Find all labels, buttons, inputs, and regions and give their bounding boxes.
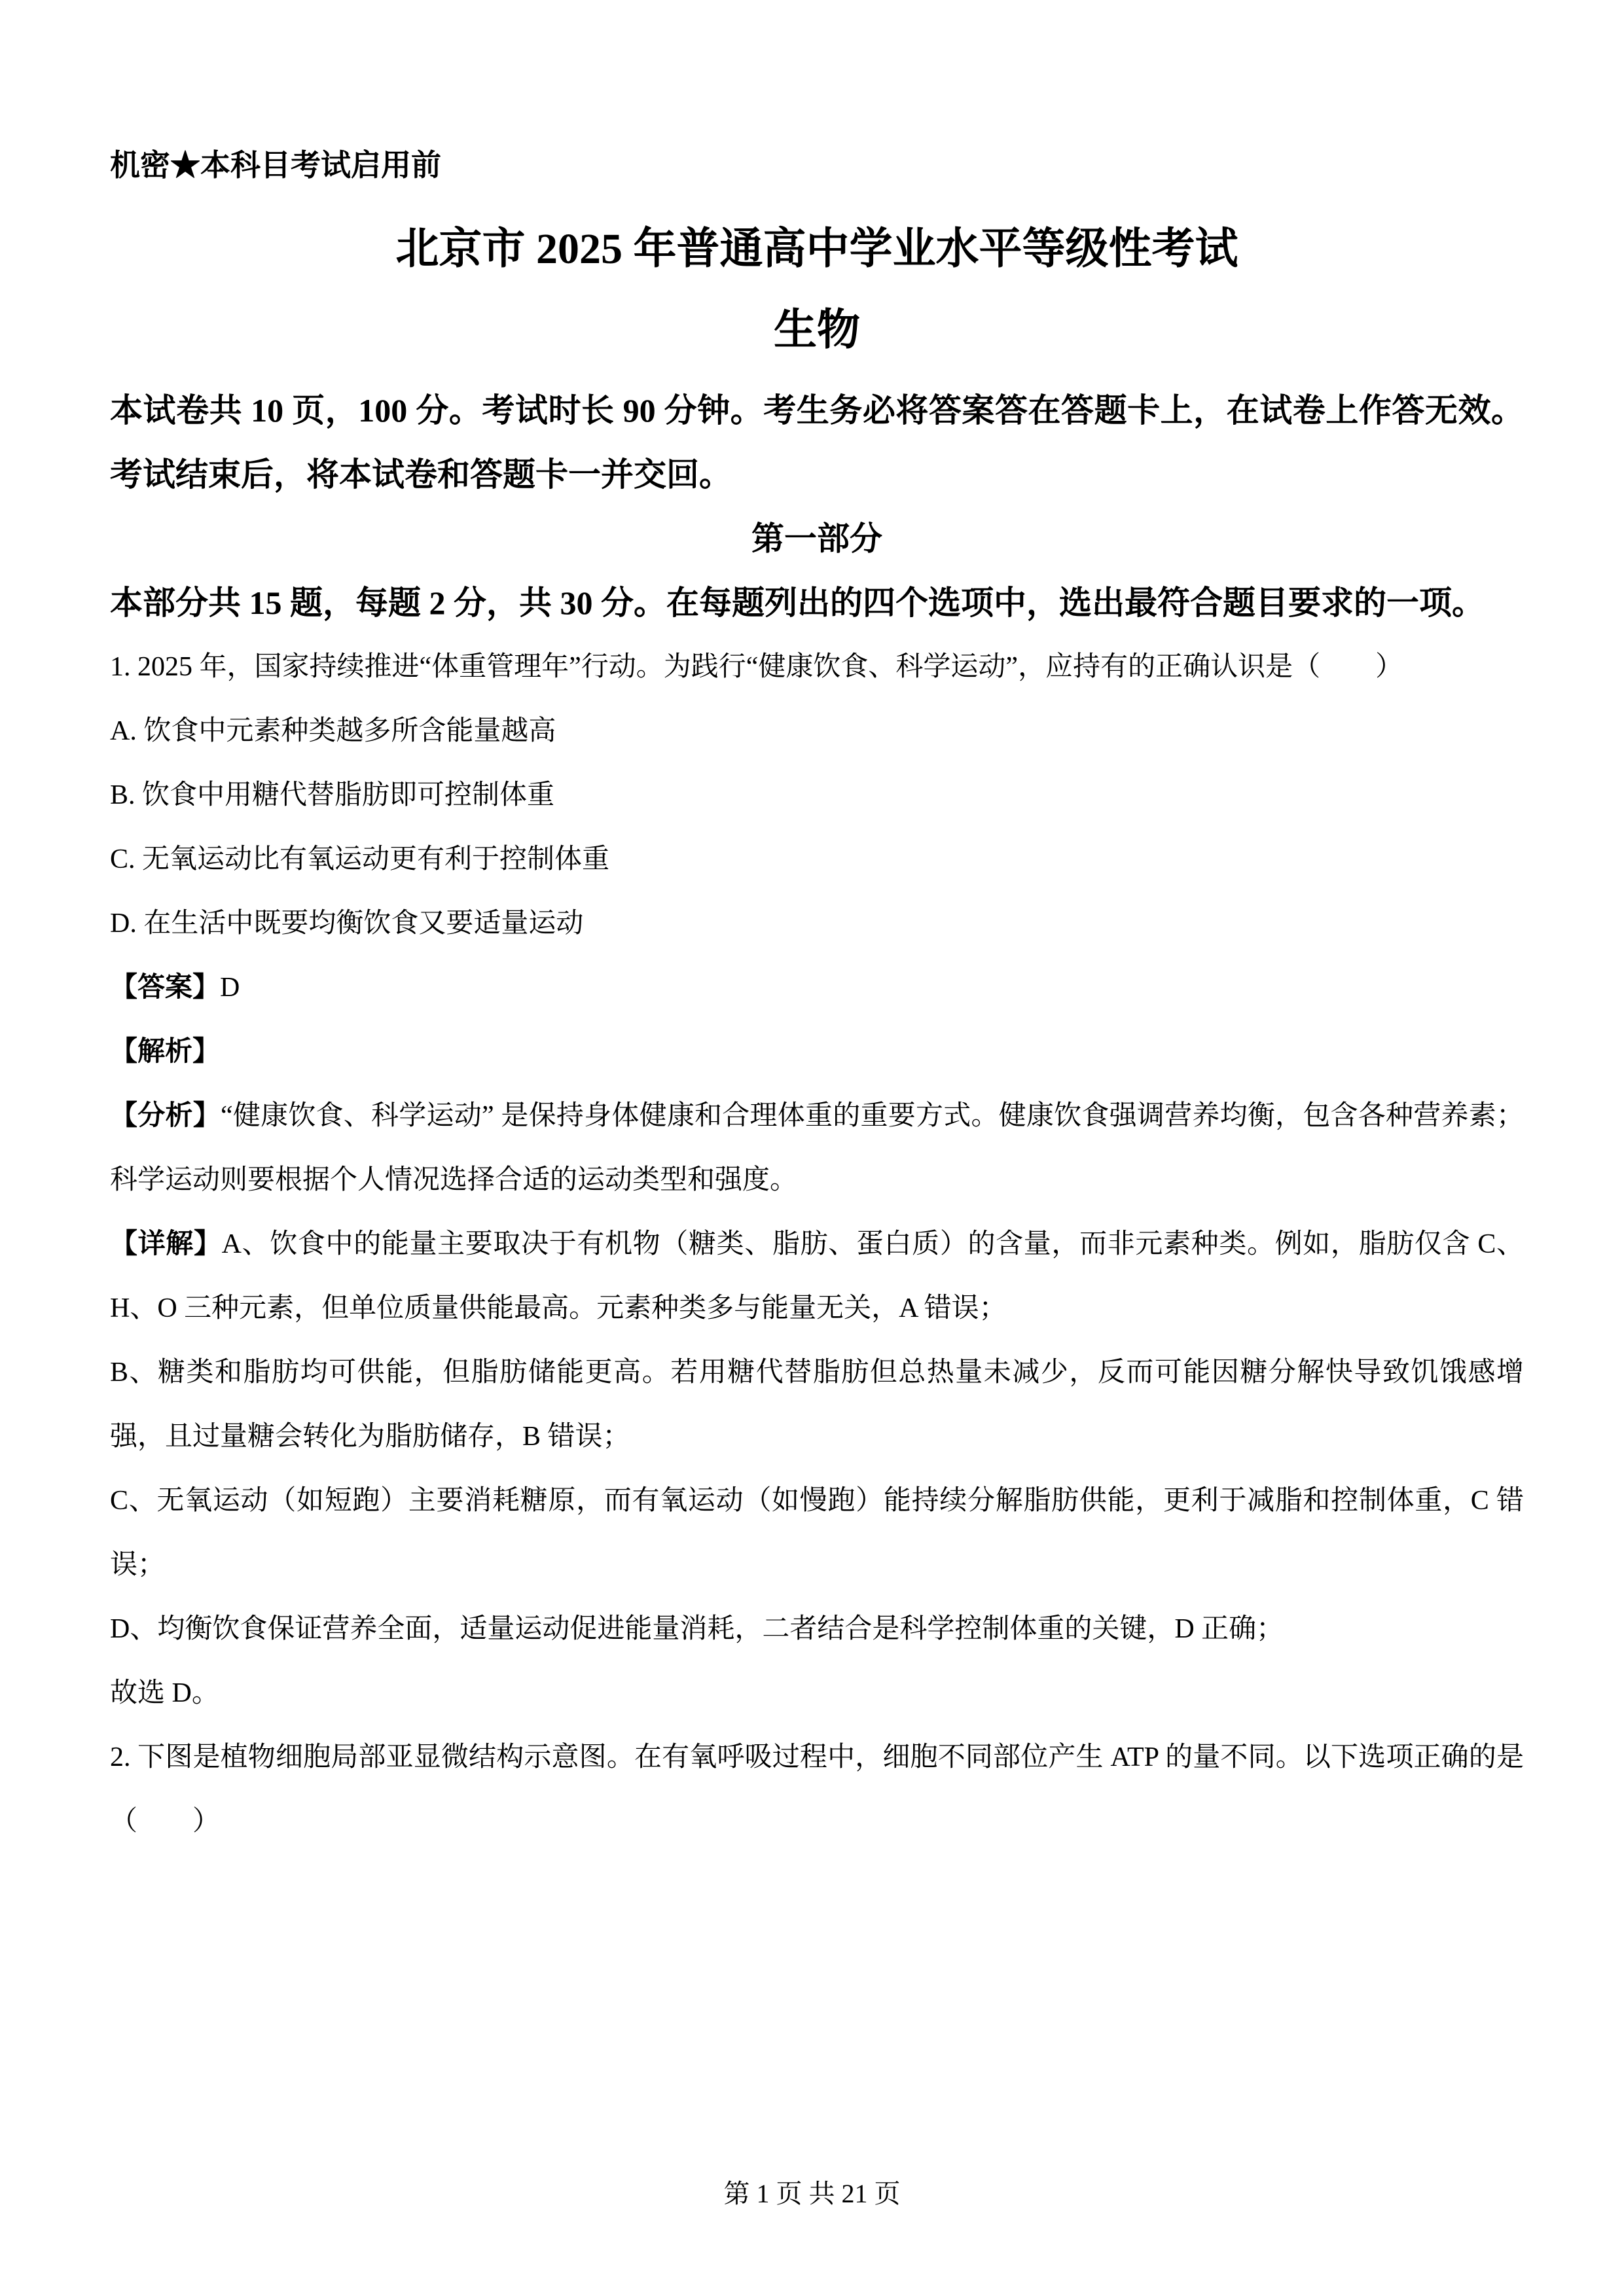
question-1-answer-line (110, 956, 1524, 1020)
answer-value: D (220, 973, 240, 1003)
detail-paragraph-b: B、糖类和脂肪均可供能，但脂肪储能更高。若用糖代替脂肪但总热量未减少，反而可能因糖分解快导致饥饿感增强，且过量糖会转化为脂肪储存，B 错误； (110, 1357, 1524, 1452)
analysis-text: “健康饮食、科学运动” 是保持身体健康和合理体重的重要方式。健康饮食强调营养均衡，包含各种营养素；科学运动则要根据个人情况选择合适的运动类型和强度。 (110, 1101, 1524, 1195)
conclusion-line: 故选 D。 (110, 1678, 219, 1708)
exam-subject: 生物 (774, 306, 860, 354)
analysis-paragraph (110, 1084, 1524, 1212)
detail-paragraph-a (110, 1212, 1524, 1340)
answer-label: 【答案】 (110, 973, 221, 1003)
exam-instructions: 本试卷共 10 页，100 分。考试时长 90 分钟。考生务必将答案答在答题卡上，在试卷上作答无效。考试结束后，将本试卷和答题卡一并交回。 (110, 392, 1524, 493)
analysis-label: 【分析】 (110, 1101, 221, 1131)
detail-text-a: A、饮食中的能量主要取决于有机物（糖类、脂肪、蛋白质）的含量，而非元素种类。例如，脂肪仅含 C、H、O 三种元素，但单位质量供能最高。元素种类多与能量无关，A 错误； (110, 1229, 1524, 1323)
detail-paragraph-d: D、均衡饮食保证营养全面，适量运动促进能量消耗，二者结合是科学控制体重的关键，D 正确； (110, 1614, 1284, 1644)
question-1-option-b: B. 饮食中用糖代替脂肪即可控制体重 (110, 780, 555, 810)
exam-body (110, 378, 1524, 1854)
classification-banner: 机密★本科目考试启用前 (110, 149, 441, 182)
question-1-option-d: D. 在生活中既要均衡饮食又要适量运动 (110, 908, 584, 939)
detail-paragraph-c: C、无氧运动（如短跑）主要消耗糖原，而有氧运动（如慢跑）能持续分解脂肪供能，更利于减脂和控制体重，C 错误； (110, 1486, 1524, 1580)
analysis-heading-label: 【解析】 (110, 1037, 221, 1067)
question-1-option-a: A. 饮食中元素种类越多所含能量越高 (110, 716, 556, 746)
section-heading: 第一部分 (751, 520, 882, 557)
question-1-stem: 1. 2025 年，国家持续推进“体重管理年”行动。为践行“健康饮食、科学运动”，应持有的正确认识是（ ） (110, 652, 1403, 682)
detail-label: 【详解】 (110, 1229, 222, 1259)
section-instructions: 本部分共 15 题，每题 2 分，共 30 分。在每题列出的四个选项中，选出最符合题目要求的一项。 (110, 584, 1485, 621)
analysis-heading (110, 1020, 1524, 1084)
exam-title: 北京市 2025 年普通高中学业水平等级性考试 (395, 225, 1238, 273)
page-footer: 第 1 页 共 21 页 (723, 2179, 901, 2208)
question-2-stem: 2. 下图是植物细胞局部亚显微结构示意图。在有氧呼吸过程中，细胞不同部位产生 ATP 的量不同。以下选项正确的是（ ） (110, 1742, 1524, 1837)
question-1-option-c: C. 无氧运动比有氧运动更有利于控制体重 (110, 844, 610, 874)
